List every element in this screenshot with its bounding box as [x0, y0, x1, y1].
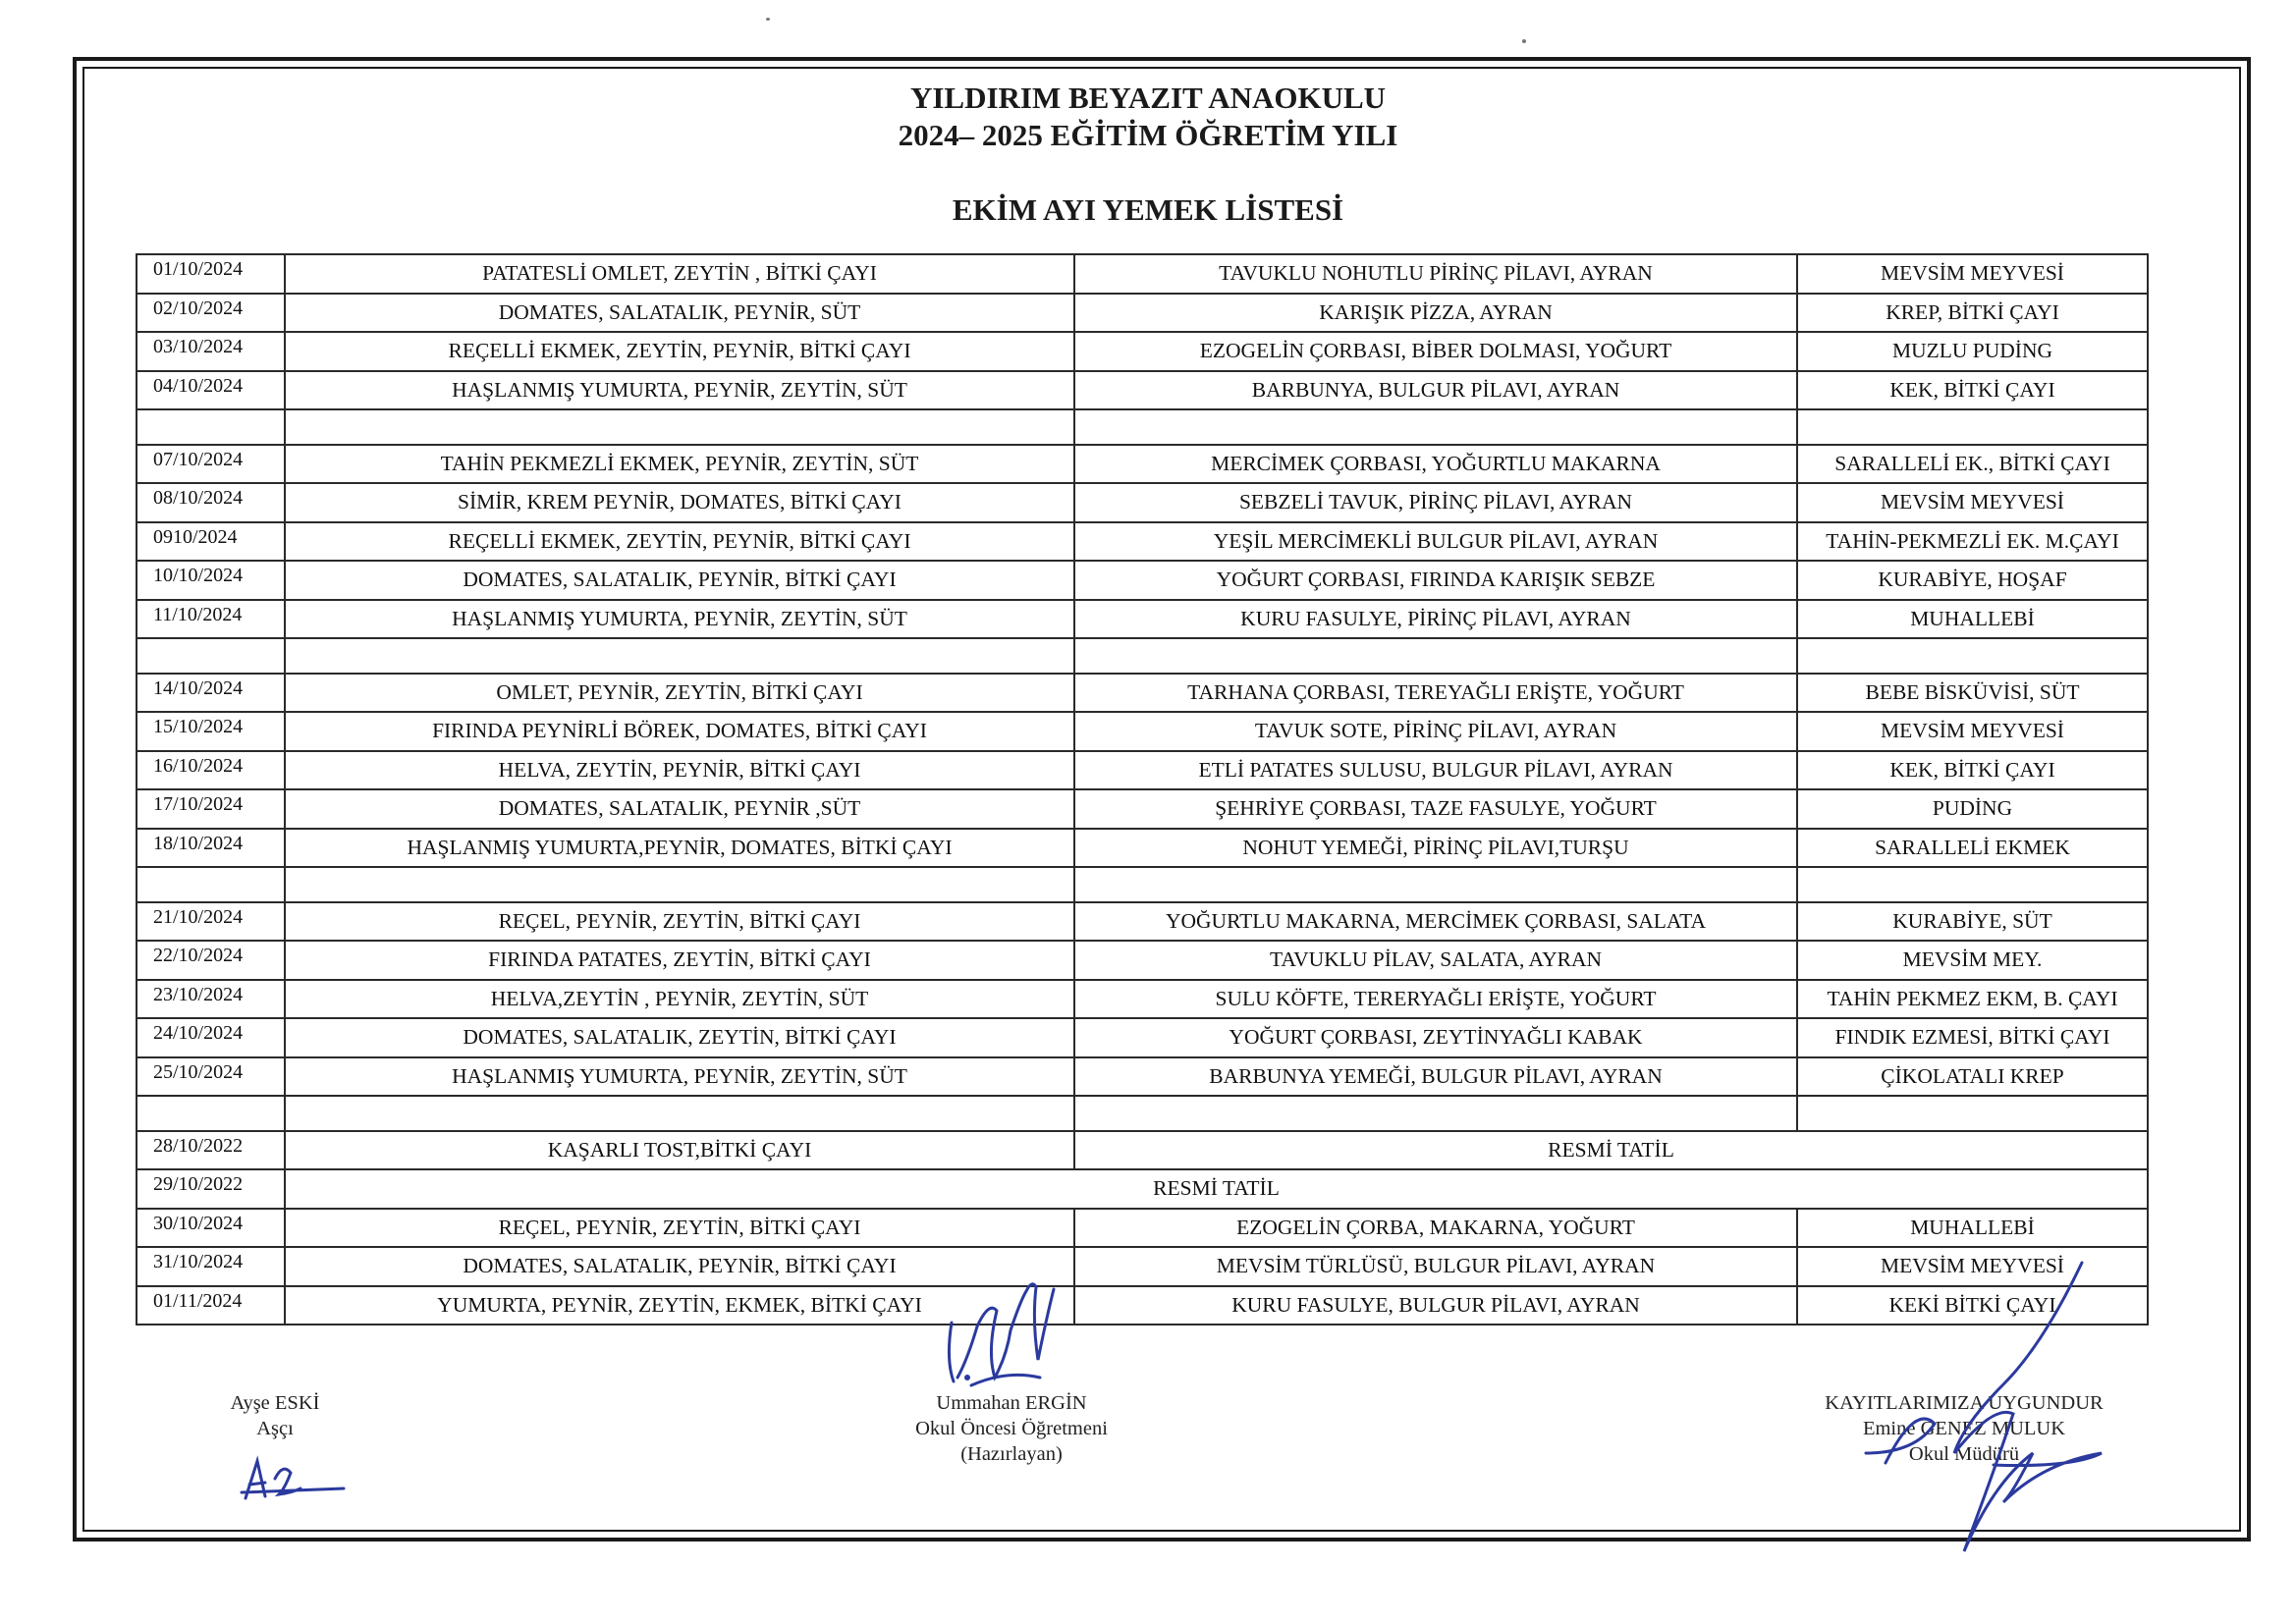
- breakfast-cell: HAŞLANMIŞ YUMURTA, PEYNİR, ZEYTİN, SÜT: [285, 600, 1074, 639]
- principal-role: Okul Müdürü: [1908, 1443, 2020, 1465]
- snack-cell: KEKİ BİTKİ ÇAYI: [1797, 1286, 2148, 1325]
- lunch-cell: MEVSİM TÜRLÜSÜ, BULGUR PİLAVI, AYRAN: [1074, 1247, 1797, 1286]
- date-cell: 03/10/2024: [137, 332, 285, 371]
- empty-cell: [1074, 409, 1797, 445]
- school-name: YILDIRIM BEYAZIT ANAOKULU: [909, 81, 1387, 115]
- snack-cell: KREP, BİTKİ ÇAYI: [1797, 294, 2148, 333]
- menu-row: [137, 712, 2148, 751]
- menu-row: [137, 294, 2148, 333]
- date-cell: 10/10/2024: [137, 561, 285, 600]
- date-cell: 25/10/2024: [137, 1057, 285, 1097]
- breakfast-cell: HELVA,ZEYTİN , PEYNİR, ZEYTİN, SÜT: [285, 980, 1074, 1019]
- empty-cell: [285, 638, 1074, 674]
- lunch-cell: SULU KÖFTE, TERERYAĞLI ERİŞTE, YOĞURT: [1074, 980, 1797, 1019]
- snack-cell: MUHALLEBİ: [1797, 600, 2148, 639]
- date-cell: 22/10/2024: [137, 941, 285, 980]
- teacher-role: Okul Öncesi Öğretmeni: [915, 1418, 1108, 1439]
- holiday-cell: RESMİ TATİL: [1074, 1131, 2148, 1170]
- empty-cell: [1797, 409, 2148, 445]
- date-cell: 01/10/2024: [137, 254, 285, 294]
- cook-role: Aşçı: [256, 1418, 294, 1439]
- lunch-cell: TAVUKLU PİLAV, SALATA, AYRAN: [1074, 941, 1797, 980]
- snack-cell: TAHİN-PEKMEZLİ EK. M.ÇAYI: [1797, 522, 2148, 562]
- breakfast-cell: DOMATES, SALATALIK, PEYNİR, BİTKİ ÇAYI: [285, 561, 1074, 600]
- cook-signature-block: [196, 1390, 354, 1441]
- menu-row: [137, 674, 2148, 713]
- teacher-signature-scribble: [938, 1262, 1075, 1399]
- lunch-cell: KARIŞIK PİZZA, AYRAN: [1074, 294, 1797, 333]
- lunch-cell: NOHUT YEMEĞİ, PİRİNÇ PİLAVI,TURŞU: [1074, 829, 1797, 868]
- empty-cell: [137, 409, 285, 445]
- snack-cell: PUDİNG: [1797, 789, 2148, 829]
- lunch-cell: ŞEHRİYE ÇORBASI, TAZE FASULYE, YOĞURT: [1074, 789, 1797, 829]
- empty-cell: [1074, 638, 1797, 674]
- scan-speck: [766, 18, 770, 21]
- snack-cell: KEK, BİTKİ ÇAYI: [1797, 751, 2148, 790]
- snack-cell: MEVSİM MEY.: [1797, 941, 2148, 980]
- lunch-cell: SEBZELİ TAVUK, PİRİNÇ PİLAVI, AYRAN: [1074, 483, 1797, 522]
- lunch-cell: EZOGELİN ÇORBASI, BİBER DOLMASI, YOĞURT: [1074, 332, 1797, 371]
- snack-cell: TAHİN PEKMEZ EKM, B. ÇAYI: [1797, 980, 2148, 1019]
- date-cell: 23/10/2024: [137, 980, 285, 1019]
- empty-cell: [1074, 867, 1797, 902]
- lunch-cell: TAVUK SOTE, PİRİNÇ PİLAVI, AYRAN: [1074, 712, 1797, 751]
- scan-speck: [1522, 39, 1526, 43]
- lunch-cell: BARBUNYA, BULGUR PİLAVI, AYRAN: [1074, 371, 1797, 410]
- teacher-note: (Hazırlayan): [960, 1443, 1063, 1465]
- snack-cell: FINDIK EZMESİ, BİTKİ ÇAYI: [1797, 1018, 2148, 1057]
- breakfast-cell: REÇELLİ EKMEK, ZEYTİN, PEYNİR, BİTKİ ÇAYI: [285, 522, 1074, 562]
- breakfast-cell: SİMİR, KREM PEYNİR, DOMATES, BİTKİ ÇAYI: [285, 483, 1074, 522]
- menu-row: [137, 1131, 2148, 1170]
- breakfast-cell: FIRINDA PEYNİRLİ BÖREK, DOMATES, BİTKİ ÇAYI: [285, 712, 1074, 751]
- menu-table-body: [137, 254, 2148, 1325]
- empty-cell: [285, 867, 1074, 902]
- spacer-row: [137, 638, 2148, 674]
- approval-text: KAYITLARIMIZA UYGUNDUR: [1825, 1392, 2104, 1414]
- breakfast-cell: OMLET, PEYNİR, ZEYTİN, BİTKİ ÇAYI: [285, 674, 1074, 713]
- snack-cell: MUHALLEBİ: [1797, 1209, 2148, 1248]
- empty-cell: [137, 638, 285, 674]
- date-cell: 17/10/2024: [137, 789, 285, 829]
- date-cell: 11/10/2024: [137, 600, 285, 639]
- menu-row: [137, 789, 2148, 829]
- menu-row: [137, 941, 2148, 980]
- menu-row: [137, 254, 2148, 294]
- lunch-cell: TARHANA ÇORBASI, TEREYAĞLI ERİŞTE, YOĞURT: [1074, 674, 1797, 713]
- breakfast-cell: DOMATES, SALATALIK, PEYNİR, SÜT: [285, 294, 1074, 333]
- breakfast-cell: HAŞLANMIŞ YUMURTA,PEYNİR, DOMATES, BİTKİ ÇAYI: [285, 829, 1074, 868]
- date-cell: 01/11/2024: [137, 1286, 285, 1325]
- empty-cell: [285, 409, 1074, 445]
- breakfast-cell: DOMATES, SALATALIK, PEYNİR ,SÜT: [285, 789, 1074, 829]
- menu-row: [137, 445, 2148, 484]
- menu-row: [137, 829, 2148, 868]
- empty-cell: [285, 1096, 1074, 1131]
- lunch-cell: YOĞURT ÇORBASI, FIRINDA KARIŞIK SEBZE: [1074, 561, 1797, 600]
- holiday-cell: RESMİ TATİL: [285, 1169, 2148, 1209]
- academic-year: 2024– 2025 EĞİTİM ÖĞRETİM YILI: [898, 118, 1398, 152]
- cook-name: Ayşe ESKİ: [230, 1392, 320, 1414]
- menu-row: [137, 902, 2148, 942]
- lunch-cell: YEŞİL MERCİMEKLİ BULGUR PİLAVI, AYRAN: [1074, 522, 1797, 562]
- teacher-signature-block: [864, 1390, 1159, 1467]
- teacher-name: Ummahan ERGİN: [936, 1392, 1087, 1414]
- menu-row: [137, 600, 2148, 639]
- breakfast-cell: PATATESLİ OMLET, ZEYTİN , BİTKİ ÇAYI: [285, 254, 1074, 294]
- lunch-cell: TAVUKLU NOHUTLU PİRİNÇ PİLAVI, AYRAN: [1074, 254, 1797, 294]
- breakfast-cell: HELVA, ZEYTİN, PEYNİR, BİTKİ ÇAYI: [285, 751, 1074, 790]
- lunch-cell: ETLİ PATATES SULUSU, BULGUR PİLAVI, AYRAN: [1074, 751, 1797, 790]
- snack-cell: MEVSİM MEYVESİ: [1797, 254, 2148, 294]
- snack-cell: KEK, BİTKİ ÇAYI: [1797, 371, 2148, 410]
- lunch-cell: KURU FASULYE, BULGUR PİLAVI, AYRAN: [1074, 1286, 1797, 1325]
- snack-cell: MEVSİM MEYVESİ: [1797, 712, 2148, 751]
- snack-cell: MEVSİM MEYVESİ: [1797, 483, 2148, 522]
- menu-row: [137, 1169, 2148, 1209]
- lunch-cell: BARBUNYA YEMEĞİ, BULGUR PİLAVI, AYRAN: [1074, 1057, 1797, 1097]
- date-cell: 21/10/2024: [137, 902, 285, 942]
- empty-cell: [137, 867, 285, 902]
- lunch-cell: EZOGELİN ÇORBA, MAKARNA, YOĞURT: [1074, 1209, 1797, 1248]
- breakfast-cell: DOMATES, SALATALIK, ZEYTİN, BİTKİ ÇAYI: [285, 1018, 1074, 1057]
- date-cell: 29/10/2022: [137, 1169, 285, 1209]
- date-cell: 0910/2024: [137, 522, 285, 562]
- date-cell: 15/10/2024: [137, 712, 285, 751]
- breakfast-cell: HAŞLANMIŞ YUMURTA, PEYNİR, ZEYTİN, SÜT: [285, 1057, 1074, 1097]
- date-cell: 28/10/2022: [137, 1131, 285, 1170]
- date-cell: 30/10/2024: [137, 1209, 285, 1248]
- empty-cell: [1797, 638, 2148, 674]
- lunch-cell: KURU FASULYE, PİRİNÇ PİLAVI, AYRAN: [1074, 600, 1797, 639]
- menu-row: [137, 522, 2148, 562]
- snack-cell: KURABİYE, HOŞAF: [1797, 561, 2148, 600]
- spacer-row: [137, 867, 2148, 902]
- menu-row: [137, 1209, 2148, 1248]
- menu-row: [137, 371, 2148, 410]
- cook-signature-scribble: [236, 1449, 354, 1508]
- lunch-cell: MERCİMEK ÇORBASI, YOĞURTLU MAKARNA: [1074, 445, 1797, 484]
- principal-signature-scribble: [1846, 1257, 2121, 1571]
- breakfast-cell: REÇEL, PEYNİR, ZEYTİN, BİTKİ ÇAYI: [285, 902, 1074, 942]
- lunch-cell: YOĞURT ÇORBASI, ZEYTİNYAĞLI KABAK: [1074, 1018, 1797, 1057]
- snack-cell: KURABİYE, SÜT: [1797, 902, 2148, 942]
- empty-cell: [1797, 867, 2148, 902]
- date-cell: 16/10/2024: [137, 751, 285, 790]
- spacer-row: [137, 409, 2148, 445]
- menu-row: [137, 483, 2148, 522]
- menu-row: [137, 751, 2148, 790]
- menu-table: [136, 253, 2149, 1325]
- breakfast-cell: DOMATES, SALATALIK, PEYNİR, BİTKİ ÇAYI: [285, 1247, 1074, 1286]
- breakfast-cell: TAHİN PEKMEZLİ EKMEK, PEYNİR, ZEYTİN, SÜT: [285, 445, 1074, 484]
- principal-name: Emine GENEZ MULUK: [1862, 1418, 2066, 1439]
- snack-cell: BEBE BİSKÜVİSİ, SÜT: [1797, 674, 2148, 713]
- menu-row: [137, 561, 2148, 600]
- snack-cell: MEVSİM MEYVESİ: [1797, 1247, 2148, 1286]
- menu-row: [137, 1018, 2148, 1057]
- empty-cell: [1074, 1096, 1797, 1131]
- date-cell: 07/10/2024: [137, 445, 285, 484]
- date-cell: 02/10/2024: [137, 294, 285, 333]
- menu-title: EKİM AYI YEMEK LİSTESİ: [952, 192, 1344, 227]
- empty-cell: [137, 1096, 285, 1131]
- breakfast-cell: HAŞLANMIŞ YUMURTA, PEYNİR, ZEYTİN, SÜT: [285, 371, 1074, 410]
- breakfast-cell: YUMURTA, PEYNİR, ZEYTİN, EKMEK, BİTKİ ÇAYI: [285, 1286, 1074, 1325]
- menu-row: [137, 980, 2148, 1019]
- snack-cell: SARALLELİ EKMEK: [1797, 829, 2148, 868]
- date-cell: 31/10/2024: [137, 1247, 285, 1286]
- snack-cell: MUZLU PUDİNG: [1797, 332, 2148, 371]
- date-cell: 24/10/2024: [137, 1018, 285, 1057]
- date-cell: 18/10/2024: [137, 829, 285, 868]
- lunch-cell: YOĞURTLU MAKARNA, MERCİMEK ÇORBASI, SALATA: [1074, 902, 1797, 942]
- breakfast-cell: REÇELLİ EKMEK, ZEYTİN, PEYNİR, BİTKİ ÇAYI: [285, 332, 1074, 371]
- date-cell: 14/10/2024: [137, 674, 285, 713]
- breakfast-cell: REÇEL, PEYNİR, ZEYTİN, BİTKİ ÇAYI: [285, 1209, 1074, 1248]
- empty-cell: [1797, 1096, 2148, 1131]
- menu-row: [137, 1057, 2148, 1097]
- snack-cell: SARALLELİ EK., BİTKİ ÇAYI: [1797, 445, 2148, 484]
- breakfast-cell: KAŞARLI TOST,BİTKİ ÇAYI: [285, 1131, 1074, 1170]
- spacer-row: [137, 1096, 2148, 1131]
- breakfast-cell: FIRINDA PATATES, ZEYTİN, BİTKİ ÇAYI: [285, 941, 1074, 980]
- date-cell: 04/10/2024: [137, 371, 285, 410]
- snack-cell: ÇİKOLATALI KREP: [1797, 1057, 2148, 1097]
- date-cell: 08/10/2024: [137, 483, 285, 522]
- menu-row: [137, 332, 2148, 371]
